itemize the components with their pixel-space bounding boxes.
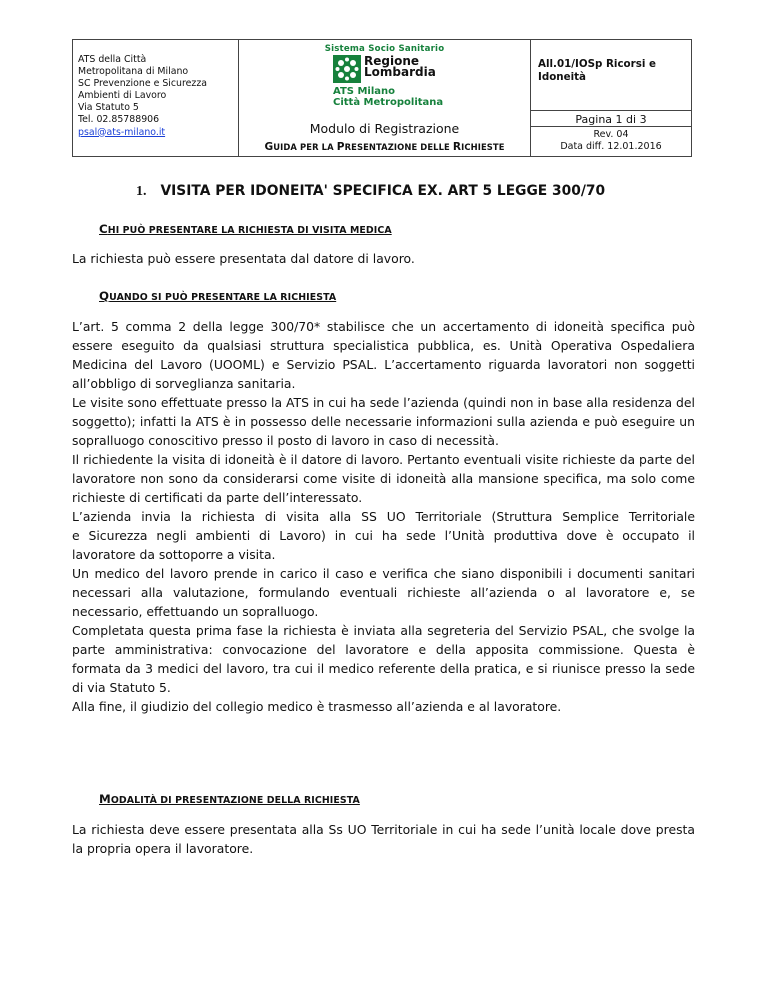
paragraph bbox=[72, 249, 695, 268]
section-title bbox=[136, 183, 605, 200]
text-line: la propria opera il lavoratore. bbox=[72, 841, 254, 856]
text-line: formata da 3 medici del lavoro, tra cui il medico referente della pratica, e si riunisce presso la sede bbox=[72, 661, 695, 676]
header-center-block bbox=[239, 40, 531, 156]
text-line: Le visite sono effettuate presso la ATS in cui ha sede l’azienda (quindi non in base alla residenza del bbox=[72, 395, 695, 410]
text-line: all’obbligo di sorveglianza sanitaria. bbox=[72, 376, 296, 391]
text-line: Completata questa prima fase la richiesta è inviata alla segreteria del Servizio PSAL, che svolge la bbox=[72, 623, 695, 638]
text-line: necessari alla valutazione, formulando eventuali richieste all’azienda o al lavoratore e, se bbox=[72, 585, 695, 600]
text-line: Alla fine, il giudizio del collegio medico è trasmesso all’azienda e al lavoratore. bbox=[72, 699, 562, 714]
revision-info: Rev. 04 Data diff. 12.01.2016 bbox=[560, 129, 662, 152]
phone-line: Tel. 02.85788906 bbox=[78, 114, 160, 126]
text-line: e Sicurezza negli ambienti di Lavoro) in cui ha sede l’Unità produttiva dove è occupato il bbox=[72, 528, 695, 543]
text-line: L’art. 5 comma 2 della legge 300/70* stabilisce che un accertamento di idoneità specifica può bbox=[72, 319, 695, 334]
text-line: essere eseguito da qualsiasi struttura specialistica pubblica, es. Unità Operativa Ospedaliera bbox=[72, 338, 695, 353]
text-line: di via Statuto 5. bbox=[72, 680, 171, 695]
regione-lombardia-logo bbox=[239, 40, 530, 111]
address-line: Ambienti di Lavoro bbox=[78, 90, 167, 102]
section-title-text: VISITA PER IDONEITA' SPECIFICA EX. ART 5 LEGGE 300/70 bbox=[160, 183, 606, 199]
text-line: La richiesta deve essere presentata alla Ss UO Territoriale in cui ha sede l’unità locale dove presta bbox=[72, 822, 695, 837]
logo-region-name: Regione Lombardia bbox=[364, 54, 436, 79]
address-line: SC Prevenzione e Sicurezza bbox=[78, 78, 207, 90]
text-line: necessario, effettuando un sopralluogo. bbox=[72, 604, 319, 619]
text-line: sopralluogo conoscitivo presso il posto di lavoro in caso di necessità. bbox=[72, 433, 499, 448]
page-number: Pagina 1 di 3 bbox=[575, 113, 647, 126]
text-line: soggetto); infatti la ATS è in possesso delle necessarie informazioni sulla azienda e può eseguire un bbox=[72, 414, 695, 429]
text-line: parte amministrativa: convocazione del lavoratore e della apposita commissione. Questa è bbox=[72, 642, 695, 657]
module-title: Modulo di Registrazione bbox=[309, 121, 460, 136]
subsection-heading: MODALITÀ DI PRESENTAZIONE DELLA RICHIESTA bbox=[99, 792, 360, 806]
guide-subtitle: GUIDA PER LA PRESENTAZIONE DELLE RICHIESTE bbox=[264, 141, 505, 153]
address-line: Via Statuto 5 bbox=[78, 102, 139, 114]
text-line: richieste di certificati da parte dell’interessato. bbox=[72, 490, 363, 505]
logo-system-text: Sistema Socio Sanitario bbox=[324, 44, 445, 54]
text-line: lavoratore non sono da considerarsi come visite di idoneità alla mansione specifica, ma solo come bbox=[72, 471, 695, 486]
header-address-block bbox=[73, 40, 239, 156]
text-line: lavoratore da sottoporre a visita. bbox=[72, 547, 276, 562]
section-number: 1. bbox=[136, 184, 147, 199]
paragraph bbox=[72, 820, 695, 858]
email-link[interactable]: psal@ats-milano.it bbox=[78, 126, 166, 138]
text-line: Il richiedente la visita di idoneità è il datore di lavoro. Pertanto eventuali visite richieste da parte del bbox=[72, 452, 695, 467]
logo-ats-name: ATS Milano Città Metropolitana bbox=[333, 86, 444, 109]
header-meta-block bbox=[531, 40, 691, 156]
address-line: ATS della Città bbox=[78, 54, 147, 65]
text-line: Un medico del lavoro prende in carico il caso e verifica che siano disponibili i documenti sanitari bbox=[72, 566, 695, 581]
subsection-heading: QUANDO SI PUÒ PRESENTARE LA RICHIESTA bbox=[99, 289, 337, 303]
document-header bbox=[72, 39, 692, 157]
document-code: All.01/IOSp Ricorsi e Idoneità bbox=[538, 58, 656, 83]
subsection-heading: CHI PUÒ PRESENTARE LA RICHIESTA DI VISITA MEDICA bbox=[99, 222, 392, 236]
text-line: Medicina del Lavoro (UOOML) e Servizio PSAL. L’accertamento riguarda lavoratori non soggetti bbox=[72, 357, 695, 372]
divider bbox=[531, 110, 691, 111]
text-line: L’azienda invia la richiesta di visita alla SS UO Territoriale (Struttura Semplice Territoriale bbox=[72, 509, 695, 524]
paragraph bbox=[72, 317, 695, 716]
divider bbox=[531, 126, 691, 127]
text-line: La richiesta può essere presentata dal datore di lavoro. bbox=[72, 251, 415, 266]
address-line: Metropolitana di Milano bbox=[78, 66, 189, 78]
lombardia-rose-icon bbox=[333, 55, 361, 83]
